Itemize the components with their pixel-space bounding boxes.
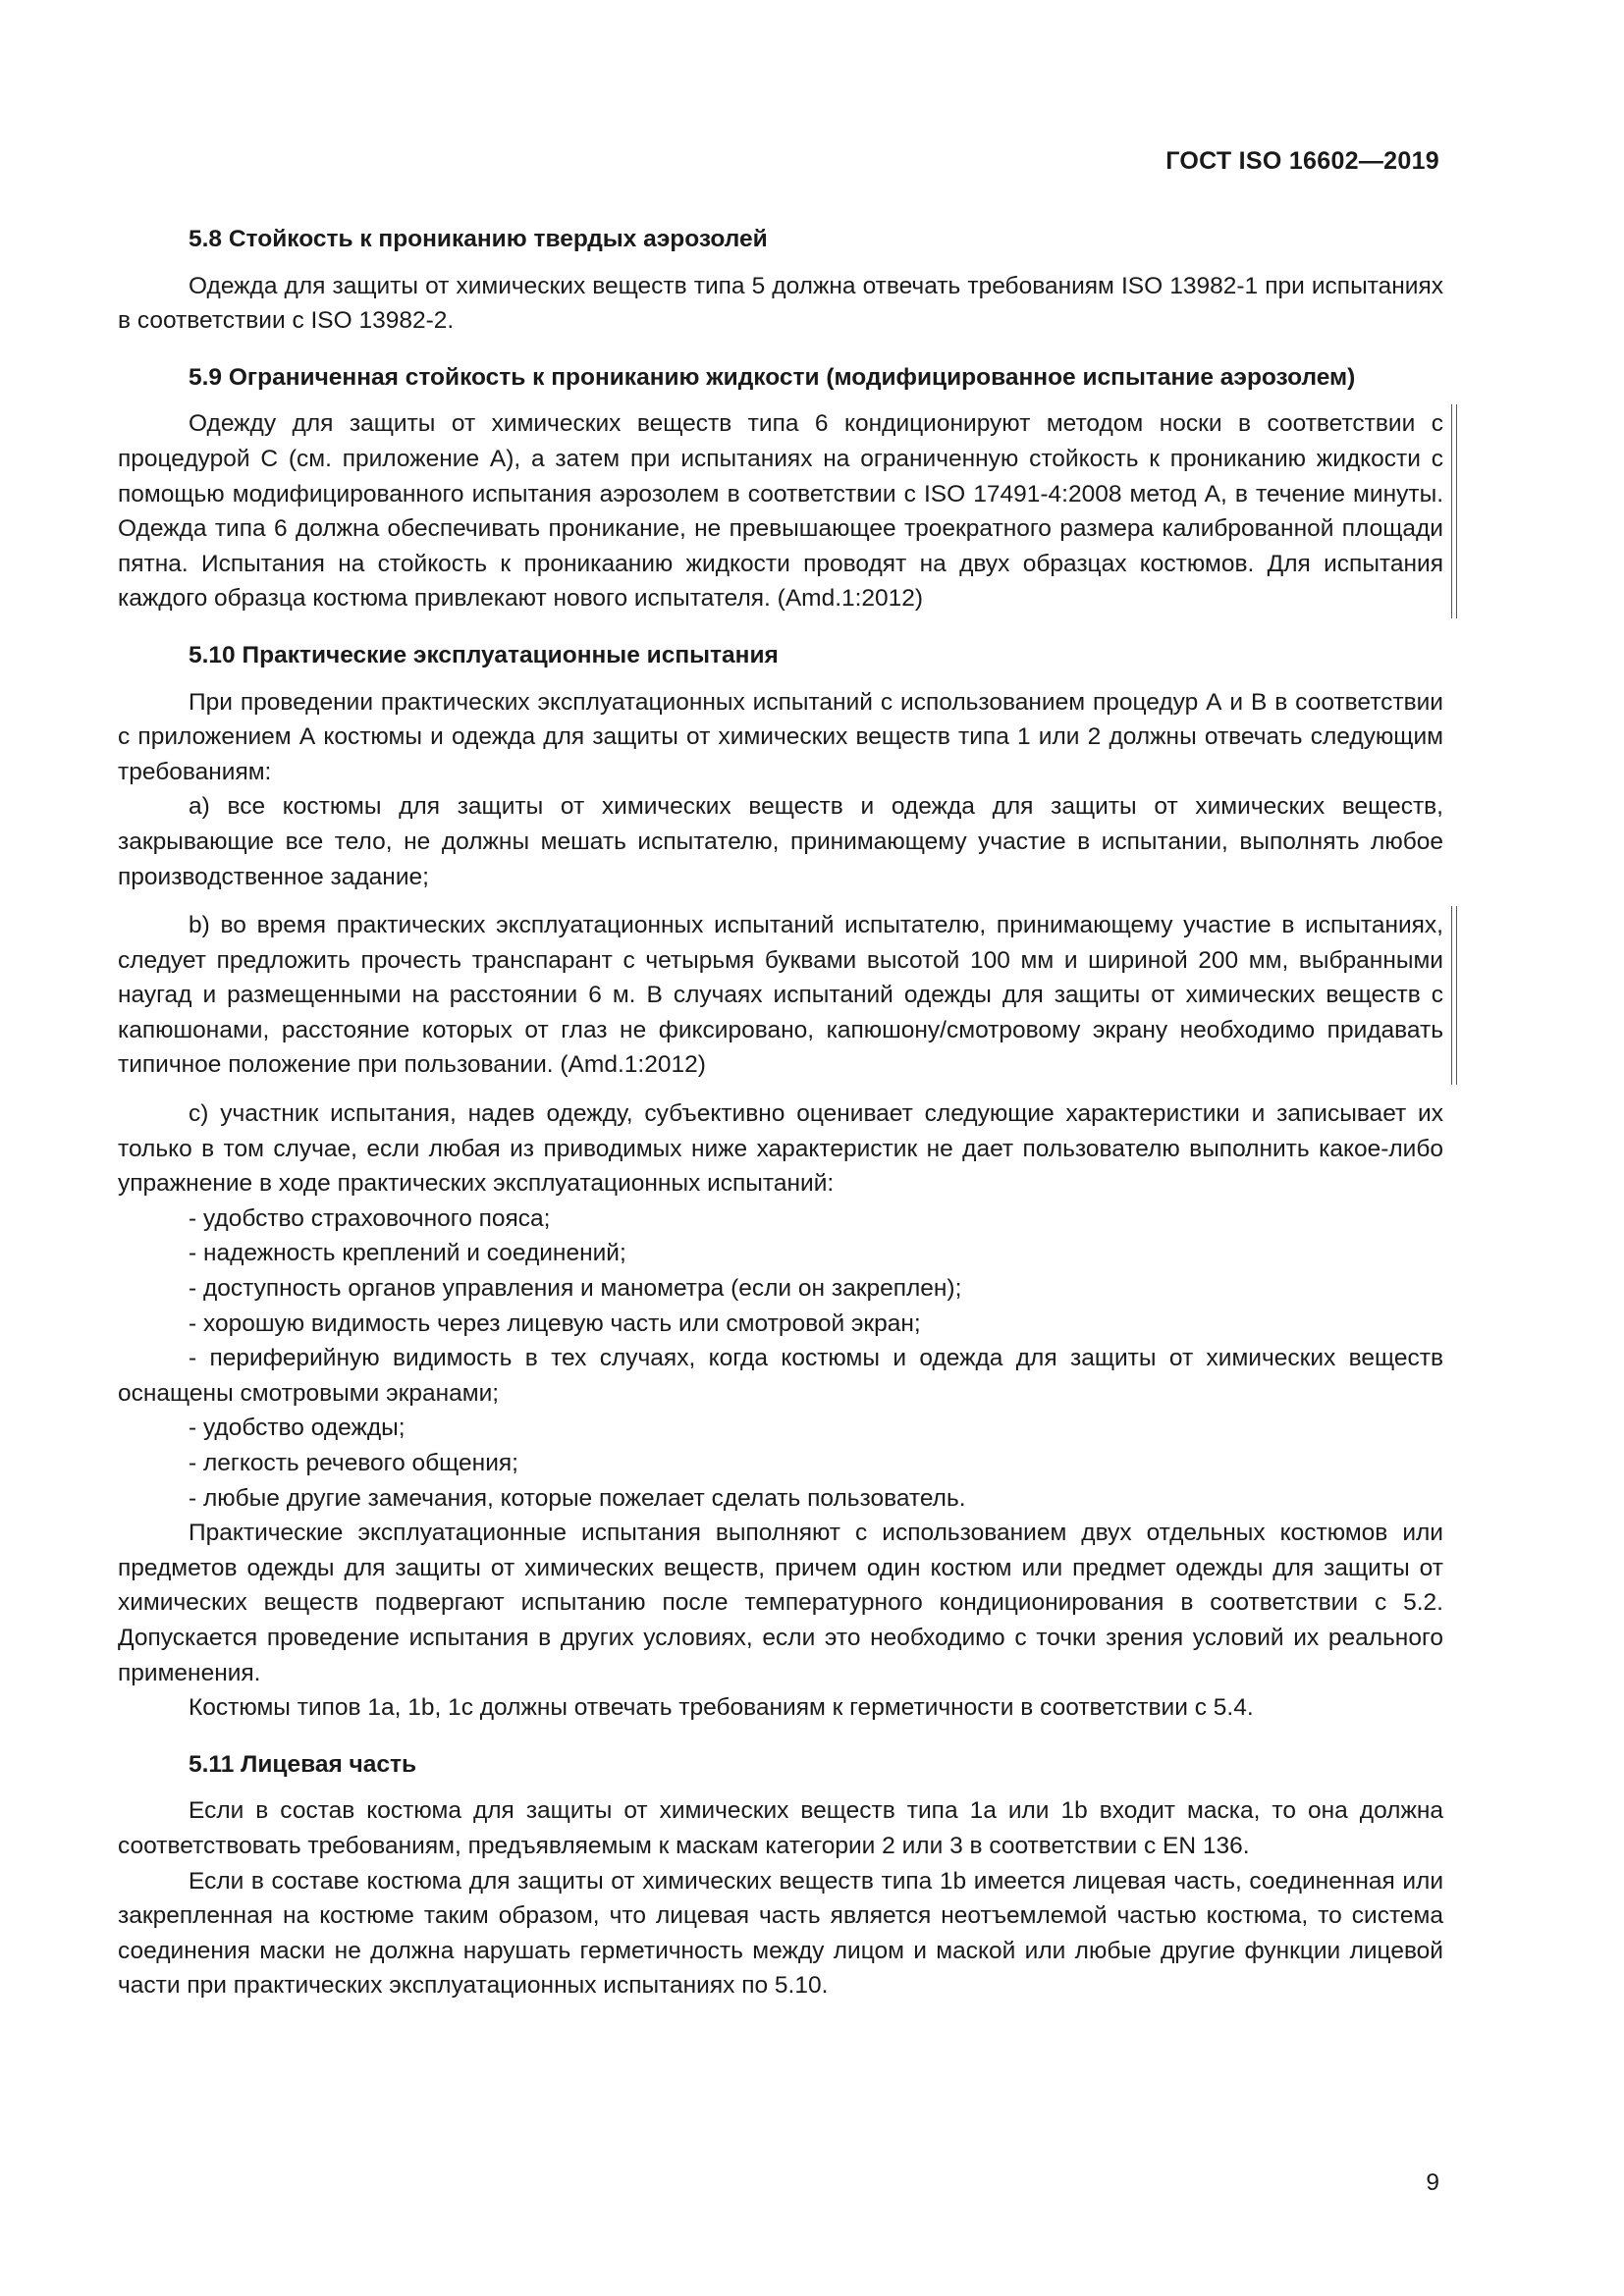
list-item: - хорошую видимость через лицевую часть или смотровой экран; (189, 1309, 921, 1337)
section-5-10-item-c: c) участник испытания, надев одежду, субъективно оценивает следующие характеристики и записывает их только в том случае, если любая из приводимых ниже характеристик не дает пользователю выполнить какое-либо упражнение в ходе практических эксплуатационных испытаний: (118, 1100, 1443, 1198)
section-5-11-heading: 5.11 Лицевая часть (189, 1750, 417, 1778)
list-item: - периферийную видимость в тех случаях, когда костюмы и одежда для защиты от химических веществ оснащены смотровыми экранами; (118, 1345, 1443, 1407)
section-5-10-paragraph-after-list: Практические эксплуатационные испытания выполняют с использованием двух отдельных костюмов или предметов одежды для защиты от химических веществ, причем один костюм или предмет одежды для защиты от химических веществ подвергают испытанию после температурного кондиционирования в соответствии с 5.2. Допускается проведение испытания в других условиях, если это необходимо с точки зрения условий их реального применения. (118, 1520, 1443, 1686)
list-item: - легкость речевого общения; (189, 1450, 518, 1476)
section-5-11-paragraph-1: Если в состав костюма для защиты от химических веществ типа 1a или 1b входит маска, то она должна соответствовать требованиям, предъявляемым к маскам категории 2 или 3 в соответствии с EN 136. (118, 1797, 1443, 1859)
list-item: - удобство одежды; (189, 1415, 406, 1442)
document-body (118, 222, 1443, 2003)
section-5-8-heading: 5.8 Стойкость к прониканию твердых аэрозолей (189, 226, 768, 252)
section-5-10-item-a: a) все костюмы для защиты от химических веществ и одежда для защиты от химических веществ, закрывающие все тело, не должны мешать испытателю, принимающему участие в испытании, выполнять любое производственное задание; (118, 793, 1443, 890)
section-5-10-item-b: b) во время практических эксплуатационных испытаний испытателю, принимающему участие в испытаниях, следует предложить прочесть транспарант с четырьмя буквами высотой 100 мм и шириной 200 мм, выбранными наугад и размещенными на расстоянии 6 м. В случаях испытаний одежды для защиты от химических веществ с капюшонами, расстояние которых от глаз не фиксировано, капюшону/смотровому экрану необходимо придавать типичное положение при пользовании. (Amd.1:2012) (118, 908, 1443, 1083)
list-item: - удобство страховочного пояса; (189, 1204, 551, 1232)
section-5-8-paragraph: Одежда для защиты от химических веществ типа 5 должна отвечать требованиям ISO 13982-1 при испытаниях в соответствии с ISO 13982-2. (118, 272, 1443, 335)
section-5-9-paragraph: Одежду для защиты от химических веществ типа 6 кондиционируют методом носки в соответствии с процедурой С (см. приложение А), а затем при испытаниях на ограниченную стойкость к прониканию жидкости с помощью модифицированного испытания аэрозолем в соответствии с ISO 17491-4:2008 метод А, в течение минуты. Одежда типа 6 должна обеспечивать проникание, не превышающее троекратного размера калиброванной площади пятна. Испытания на стойкость к проникаанию жидкости проводят на двух образцах костюмов. Для испытания каждого образца костюма привлекают нового испытателя. (Amd.1:2012) (118, 406, 1443, 616)
section-5-11-paragraph-2: Если в составе костюма для защиты от химических веществ типа 1b имеется лицевая часть, соединенная или закрепленная на костюме таким образом, что лицевая часть является неотъемлемой частью костюма, то система соединения маски не должна нарушать герметичность между лицом и маской или любые другие функции лицевой части при практических эксплуатационных испытаниях по 5.10. (118, 1867, 1443, 2000)
list-item: - надежность креплений и соединений; (189, 1240, 626, 1267)
section-5-9-heading: 5.9 Ограниченная стойкость к прониканию жидкости (модифицированное испытание аэрозолем) (189, 363, 1356, 391)
list-item: - любые другие замечания, которые пожелает сделать пользователь. (189, 1484, 966, 1512)
standard-id-header: ГОСТ ISO 16602—2019 (1165, 147, 1439, 175)
list-item: - доступность органов управления и манометра (если он закреплен); (189, 1275, 962, 1303)
section-5-10-heading: 5.10 Практические эксплуатационные испытания (189, 641, 779, 668)
section-5-10-intro: При проведении практических эксплуатационных испытаний с использованием процедур А и В в соответствии с приложением А костюмы и одежда для защиты от химических веществ типа 1 или 2 должны отвечать следующим требованиям: (118, 688, 1443, 785)
page-number: 9 (1426, 2169, 1439, 2196)
section-5-10-paragraph-last: Костюмы типов 1a, 1b, 1c должны отвечать требованиям к герметичности в соответствии с 5.4. (189, 1694, 1254, 1722)
